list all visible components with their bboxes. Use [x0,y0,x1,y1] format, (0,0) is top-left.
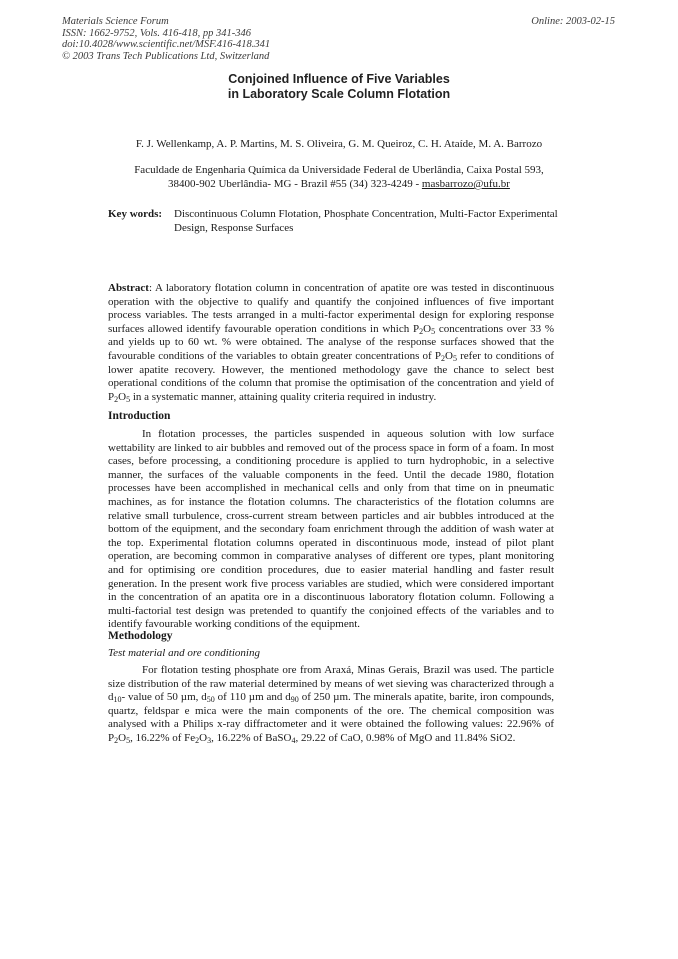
title-line-1: Conjoined Influence of Five Variables [228,72,450,86]
affiliation-address: 38400-902 Uberlândia- MG - Brazil #55 (34) 323-4249 - [168,178,420,190]
subscript: 5 [431,326,436,336]
methodology-heading: Methodology [108,630,173,642]
abstract-text: concentrations over 33 % and yields up to 60 wt. % were obtained. The analyse of the response surfaces showed that the favourable conditions of the variables to obtain greater concentrations of P [108,322,554,362]
keywords-label: Key words: [108,208,163,220]
methodology-text-run: , 16.22% of Fe [130,731,196,744]
affiliation-line-1: Faculdade de Engenharia Química da Universidade Federal de Uberlândia, Caixa Postal 593, [134,164,544,176]
online-date: Online: 2003-02-15 [531,16,615,27]
subscript: 2 [441,353,445,363]
abstract-text: refer to conditions of lower apatite recovery. However, the mentioned methodology gave the chance to select best operational conditions of the column that promise the optimisation of the concentration and yield of P [108,349,554,403]
abstract-text: O [423,322,432,335]
methodology-text-run: For flotation testing phosphate ore from Araxá, Minas Gerais, Brazil was used. The particle size distribution of the raw material determined by means of wet sieving was characterized through a d [108,664,554,704]
keywords-section [108,208,568,235]
methodology-text-run: of 250 µm. The minerals apatite, barite, iron compounds, quartz, feldspar e mica were the main components of the ore. The chemical composition was analysed with a Philips x-ray diffractometer and it were obtained the following values: 22.96% of P [108,691,554,744]
affiliation [0,163,678,191]
abstract-text: O [118,390,127,403]
methodology-text-run: - value of 50 µm, d [121,691,207,704]
subscript: 3 [207,735,212,745]
subscript: 5 [126,735,131,745]
methodology-text-run: , 16.22% of BaSO [211,731,292,744]
paper-title [0,72,678,102]
subscript: 2 [419,326,424,336]
methodology-text-run: , 29.22 of CaO, 0.98% of MgO and 11.84% SiO2. [295,731,516,744]
doi-line[interactable]: doi:10.4028/www.scientific.net/MSF.416-418.341 [62,39,271,50]
title-line-2: in Laboratory Scale Column Flotation [227,87,451,101]
keywords-text: Discontinuous Column Flotation, Phosphate Concentration, Multi-Factor Experimental Design, Response Surfaces [174,208,558,234]
methodology-subheading: Test material and ore conditioning [108,647,260,659]
email-link[interactable]: masbarrozo@ufu.br [421,178,510,190]
methodology-text [108,664,554,746]
author-list: F. J. Wellenkamp, A. P. Martins, M. S. Oliveira, G. M. Queiroz, C. H. Ataíde, M. A. Barrozo [135,138,543,150]
methodology-text-run: O [118,731,127,744]
copyright-line: © 2003 Trans Tech Publications Ltd, Switzerland [62,50,270,62]
subscript: 5 [126,394,131,404]
issn-line: ISSN: 1662-9752, Vols. 416-418, pp 341-346 [62,27,251,39]
subscript: 2 [114,735,119,745]
abstract [108,282,554,404]
abstract-label: Abstract [108,282,149,294]
subscript: 2 [114,394,119,404]
introduction-text: In flotation processes, the particles suspended in aqueous solution with low surface wettability are linked to air bubbles and removed out of the process space in form of a foam. In most cases, before processing, a conditioning procedure is applied to turn hydrophobic, in a selective manner, the surfaces of the valuable components in the feed. Until the decade 1980, flotation processes have been accomplished in mechanical cells and only from that time on in pneumatic machines, as for instance the flotation columns. The characteristics of the flotation columns are relative small turbulence, cross-current stream between particles and air bubbles introduced at the bottom of the equipment, and the secondary foam enrichment through the addition of wash water at the top. Experimental flotation columns operated in discontinuous mode, instead of pilot plant operation, are becoming common in comparative analyses of different ore types, plant monitoring and for optimising ore condition procedures, due to easier material handling and faster result generation. In the present work five process variables are studied, which were considered important in the concentration of an apatita ore in a discontinuous laboratory flotation column. Following a multi-factorial test design was pretended to quantify the conjoined effects of the variables and to identify favourable working conditions of the equipment. [108,428,554,631]
subscript: 90 [290,695,299,705]
methodology-text-run: O [199,731,208,744]
affiliation-line-2 [0,177,678,191]
publication-header [62,16,270,62]
methodology-text-run: of 110 µm and d [214,691,291,704]
subscript: 50 [206,695,215,705]
abstract-text: in a systematic manner, attaining quality criteria required in industry. [130,390,437,403]
abstract-text: : A laboratory flotation column in concentration of apatite ore was tested in discontinuous operation with the objective to qualify and quantify the conjoined influences of five important process variables. The tests arranged in a multi-factor experimental design for exploring response surfaces allowed identify favourable operation conditions in which P [108,282,554,335]
subscript: 10 [113,695,122,705]
subscript: 2 [195,735,200,745]
abstract-text: O [445,349,453,362]
subscript: 5 [452,353,457,363]
introduction-heading: Introduction [108,410,171,422]
subscript: 4 [291,735,296,745]
journal-name: Materials Science Forum [62,16,169,27]
